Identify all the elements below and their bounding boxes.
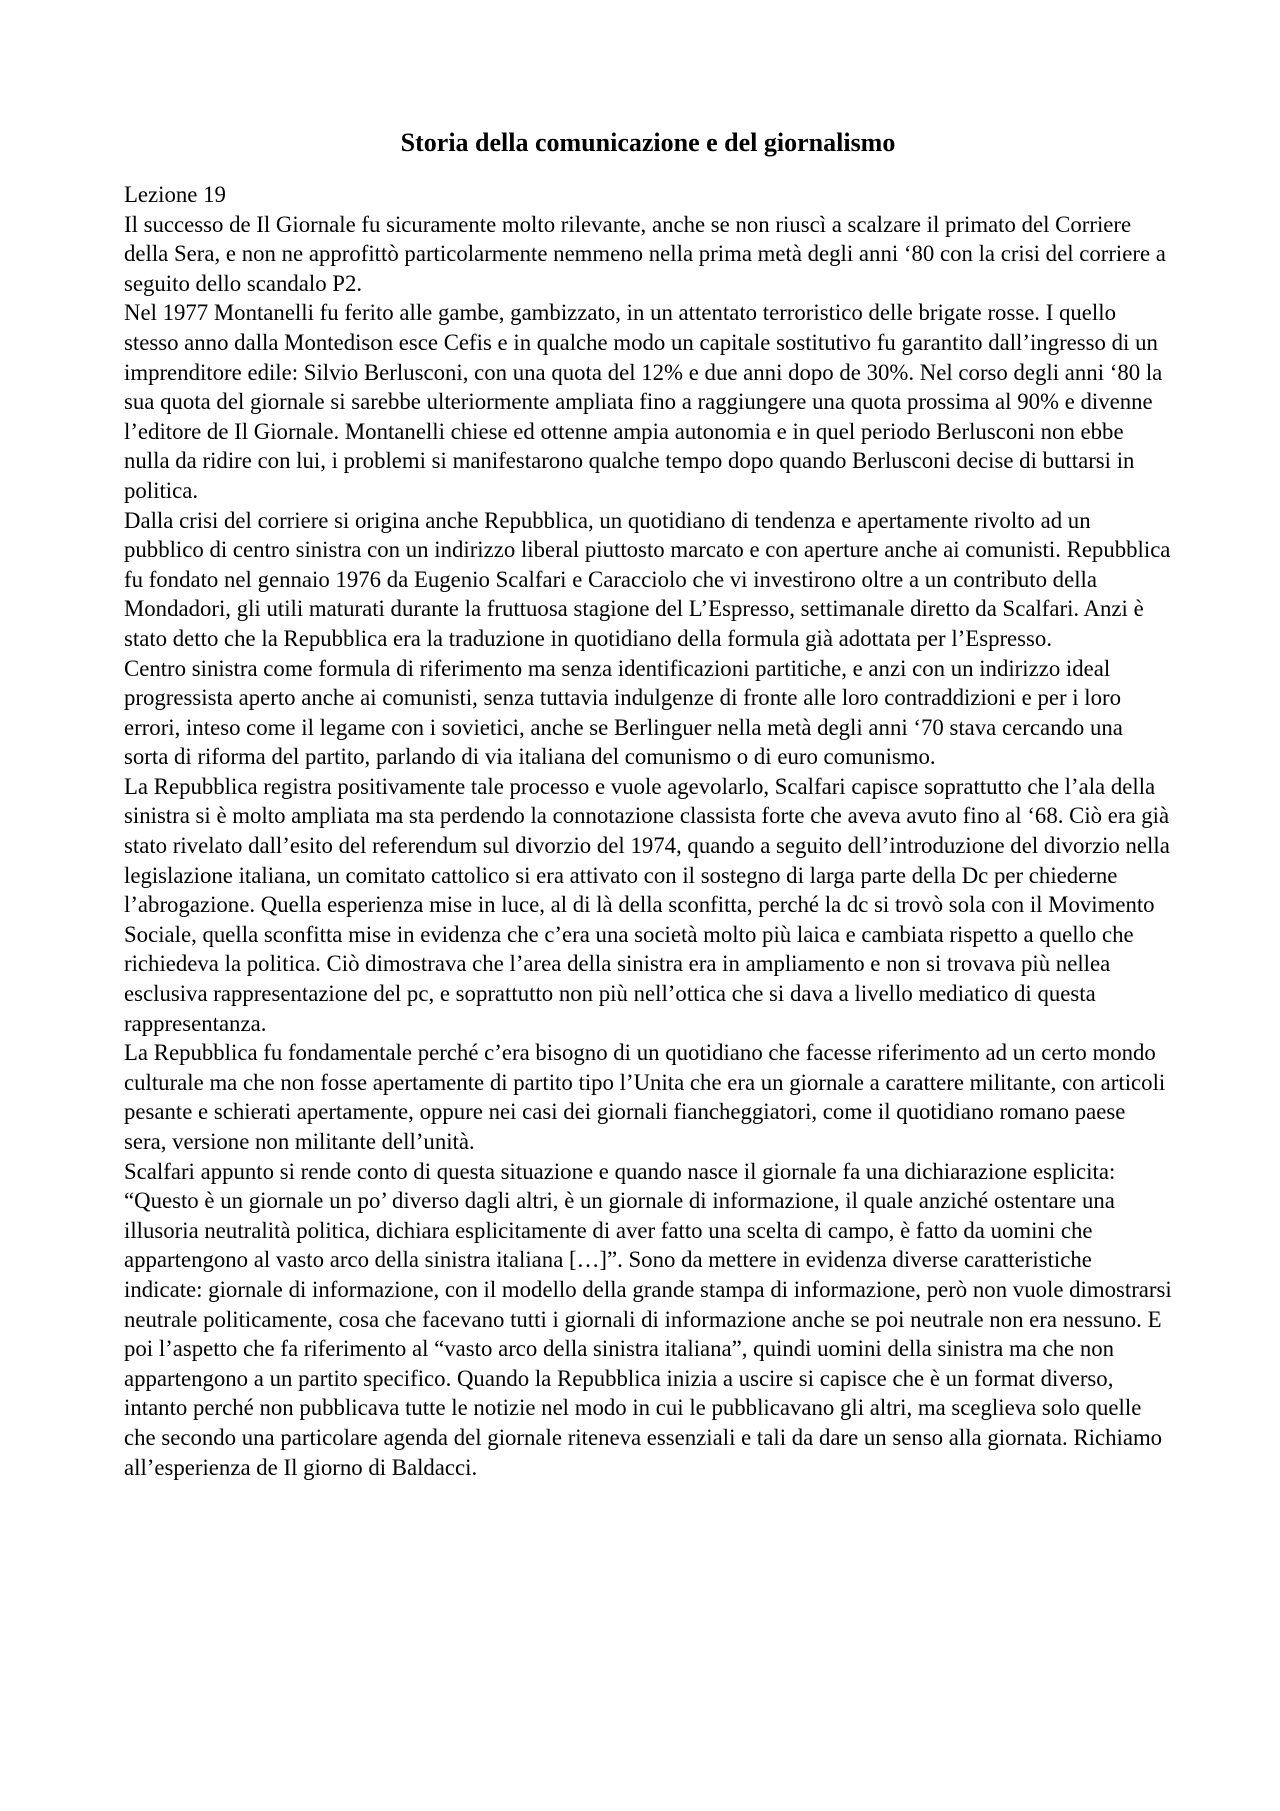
document-title: Storia della comunicazione e del giornalismo (400, 128, 896, 157)
paragraph-5: La Repubblica registra positivamente tale processo e vuole agevolarlo, Scalfari capisce soprattutto che l’ala della sinistra si è molto ampliata ma sta perdendo la connotazione classista forte che aveva avuto fino al ‘68. Ciò era già stato rivelato dall’esito del referendum sul divorzio del 1974, quando a seguito dell’introduzione del divorzio nella legislazione italiana, un comitato cattolico si era attivato con il sostegno di larga parte della Dc per chiederne l’abrogazione. Quella esperienza mise in luce, al di là della sconfitta, perché la dc si trovò sola con il Movimento Sociale, quella sconfitta mise in evidenza che c’era una società molto più laica e cambiata rispetto a quello che richiedeva la politica. Ciò dimostrava che l’area della sinistra era in ampliamento e non si trovava più nellea esclusiva rappresentazione del pc, e soprattutto non più nell’ottica che si dava a livello mediatico di questa rappresentanza. (124, 773, 1170, 1036)
paragraph-4: Centro sinistra come formula di riferimento ma senza identificazioni partitiche, e anzi con un indirizzo ideal progressista aperto anche ai comunisti, senza tuttavia indulgenze di fronte alle loro contraddizioni e per i loro errori, inteso come il legame con i sovietici, anche se Berlinguer nella metà degli anni ‘70 stava cercando una sorta di riforma del partito, parlando di via italiana del comunismo o di euro comunismo. (124, 655, 1123, 770)
paragraph-7: Scalfari appunto si rende conto di questa situazione e quando nasce il giornale fa una dichiarazione esplicita: “Questo è un giornale un po’ diverso dagli altri, è un giornale di informazione, il quale anziché ostentare una illusoria neutralità politica, dichiara esplicitamente di aver fatto una scelta di campo, è fatto da uomini che appartengono al vasto arco della sinistra italiana […]”. Sono da mettere in evidenza diverse caratteristiche indicate: giornale di informazione, con il modello della grande stampa di informazione, però non vuole dimostrarsi neutrale politicamente, cosa che facevano tutti i giornali di informazione anche se poi neutrale non era nessuno. E poi l’aspetto che fa riferimento al “vasto arco della sinistra italiana”, quindi uomini della sinistra ma che non appartengono a un partito specifico. Quando la Repubblica inizia a uscire si capisce che è un format diverso, intanto perché non pubblicava tutte le notizie nel modo in cui le pubblicavano gli altri, ma sceglieva solo quelle che secondo una particolare agenda del giornale riteneva essenziali e tali da dare un senso alla giornata. Richiamo all’esperienza de Il giorno di Baldacci. (124, 1158, 1172, 1480)
lesson-heading: Lezione 19 (124, 182, 226, 207)
paragraph-2: Nel 1977 Montanelli fu ferito alle gambe, gambizzato, in un attentato terroristico delle brigate rosse. I quello stesso anno dalla Montedison esce Cefis e in qualche modo un capitale sostitutivo fu garantito dall’ingresso di un imprenditore edile: Silvio Berlusconi, con una quota del 12% e due anni dopo de 30%. Nel corso degli anni ‘80 la sua quota del giornale si sarebbe ulteriormente ampliata fino a raggiungere una quota prossima al 90% e divenne l’editore de Il Giornale. Montanelli chiese ed ottenne ampia autonomia e in quel periodo Berlusconi non ebbe nulla da ridire con lui, i problemi si manifestarono qualche tempo dopo quando Berlusconi decise di buttarsi in politica. (124, 300, 1163, 503)
paragraph-1: Il successo de Il Giornale fu sicuramente molto rilevante, anche se non riuscì a scalzare il primato del Corriere della Sera, e non ne approfittò particolarmente nemmeno nella prima metà degli anni ‘80 con la crisi del corriere a seguito dello scandalo P2. (124, 211, 1166, 296)
document-page (124, 128, 1172, 1482)
paragraph-3: Dalla crisi del corriere si origina anche Repubblica, un quotidiano di tendenza e apertamente rivolto ad un pubblico di centro sinistra con un indirizzo liberal piuttosto marcato e con aperture anche ai comunisti. Repubblica fu fondato nel gennaio 1976 da Eugenio Scalfari e Caracciolo che vi investirono oltre a un contributo della Mondadori, gli utili maturati durante la fruttuosa stagione del L’Espresso, settimanale diretto da Scalfari. Anzi è stato detto che la Repubblica era la traduzione in quotidiano della formula già adottata per l’Espresso. (124, 507, 1171, 651)
paragraph-6: La Repubblica fu fondamentale perché c’era bisogno di un quotidiano che facesse riferimento ad un certo mondo culturale ma che non fosse apertamente di partito tipo l’Unita che era un giornale a carattere militante, con articoli pesante e schierati apertamente, oppure nei casi dei giornali fiancheggiatori, come il quotidiano romano paese sera, versione non militante dell’unità. (124, 1040, 1166, 1154)
